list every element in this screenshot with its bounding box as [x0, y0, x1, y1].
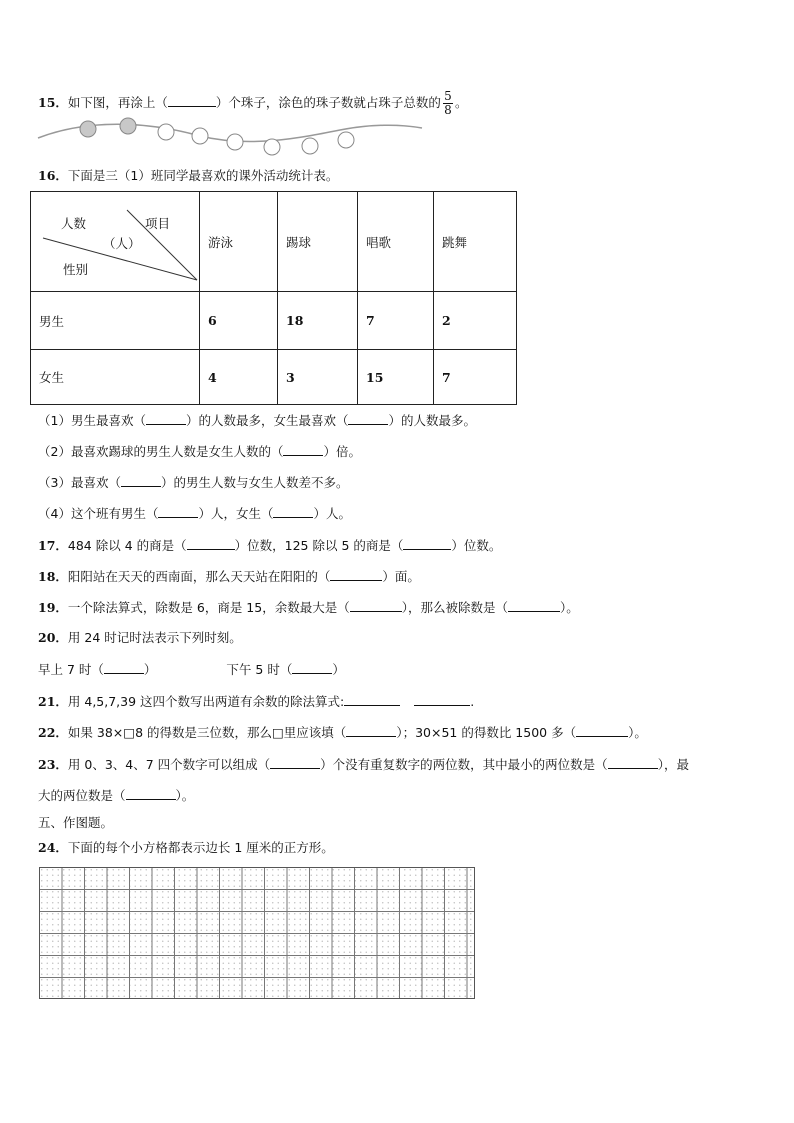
text: （1）男生最喜欢（	[38, 413, 146, 428]
text: ）	[332, 662, 345, 677]
q21	[38, 693, 474, 710]
table-cell: 6	[200, 292, 278, 350]
bead-empty[interactable]	[302, 138, 318, 154]
answer-blank[interactable]	[350, 599, 402, 612]
q22	[38, 724, 647, 741]
bead-empty[interactable]	[158, 124, 174, 140]
bead-empty[interactable]	[192, 128, 208, 144]
q20-times	[38, 661, 345, 678]
answer-blank[interactable]	[414, 693, 470, 706]
answer-blank[interactable]	[576, 724, 628, 737]
q24-number: 24．	[38, 840, 68, 855]
answer-blank[interactable]	[330, 568, 382, 581]
q15-number: 15．	[38, 95, 68, 110]
table-row	[31, 292, 517, 350]
text: ）个没有重复数字的两位数，其中最小的两位数是（	[320, 757, 608, 772]
table-cell: 7	[434, 350, 517, 405]
answer-blank[interactable]	[403, 537, 451, 550]
text: （2）最喜欢踢球的男生人数是女生人数的（	[38, 444, 284, 459]
q19	[38, 599, 579, 616]
text: ）位数，125 除以 5 的商是（	[234, 538, 404, 553]
text: .	[470, 694, 475, 709]
table-cell: 15	[358, 350, 434, 405]
q19-number: 19．	[38, 600, 68, 615]
col-header: 跳舞	[434, 192, 517, 292]
answer-blank[interactable]	[121, 474, 161, 487]
text: ）的男生人数与女生人数差不多。	[160, 475, 349, 490]
text: （3）最喜欢（	[38, 475, 121, 490]
q23-number: 23．	[38, 757, 68, 772]
text: 用 0、3、4、7 四个数字可以组成（	[67, 757, 271, 772]
table-row	[31, 350, 517, 405]
q17	[38, 537, 501, 554]
bead-shaded[interactable]	[80, 121, 96, 137]
q15-fraction	[443, 90, 453, 117]
bead-empty[interactable]	[227, 134, 243, 150]
answer-blank[interactable]	[346, 724, 396, 737]
bead-shaded[interactable]	[120, 118, 136, 134]
q21-number: 21．	[38, 694, 68, 709]
q20	[38, 630, 242, 646]
q16-number: 16．	[38, 168, 68, 183]
table-cell: 2	[434, 292, 517, 350]
text: 484 除以 4 的商是（	[67, 538, 187, 553]
q16-sub3	[38, 474, 348, 491]
text: 下午 5 时（	[226, 662, 293, 677]
text: ）的人数最多。	[388, 413, 476, 428]
q18-number: 18．	[38, 569, 68, 584]
table-cell: 3	[278, 350, 358, 405]
table-cell: 7	[358, 292, 434, 350]
bead-empty[interactable]	[264, 139, 280, 155]
col-header: 游泳	[200, 192, 278, 292]
text: ）。	[559, 600, 579, 615]
text: 用 4,5,7,39 这四个数写出两道有余数的除法算式:	[67, 694, 345, 709]
square-grid[interactable]	[39, 867, 475, 999]
answer-blank[interactable]	[126, 787, 176, 800]
text: ）	[143, 662, 157, 677]
text: ）位数。	[451, 538, 502, 553]
q16-sub1	[38, 412, 476, 429]
diag-gender: 性别	[63, 262, 89, 277]
diag-unit: （人）	[103, 236, 141, 251]
q23-line2	[38, 787, 194, 804]
row-label: 女生	[31, 350, 200, 405]
answer-blank[interactable]	[292, 661, 332, 674]
bead-empty[interactable]	[338, 132, 354, 148]
text: ），最	[657, 757, 689, 772]
text: 早上 7 时（	[38, 662, 104, 677]
diag-item: 项目	[145, 216, 171, 231]
q16-title-text: 下面是三（1）班同学最喜欢的课外活动统计表。	[67, 168, 339, 183]
answer-blank[interactable]	[508, 599, 560, 612]
answer-blank[interactable]	[608, 756, 658, 769]
q20-number: 20．	[38, 630, 68, 645]
text: ）的人数最多，女生最喜欢（	[185, 413, 349, 428]
text: 如果 38×□8 的得数是三位数，那么□里应该填（	[67, 725, 347, 740]
text: 五、作图题。	[38, 815, 114, 830]
q17-number: 17．	[38, 538, 68, 553]
text: 用 24 时记时法表示下列时刻。	[67, 630, 242, 645]
activity-table	[30, 191, 517, 405]
q15-blank[interactable]	[168, 94, 216, 107]
text: ）倍。	[323, 444, 361, 459]
bead-string-figure	[30, 112, 430, 162]
answer-blank[interactable]	[348, 412, 388, 425]
diag-people: 人数	[61, 216, 87, 231]
text: ）人。	[313, 506, 351, 521]
text: 阳阳站在天天的西南面，那么天天站在阳阳的（	[67, 569, 331, 584]
q16-sub4	[38, 505, 351, 522]
section-title	[38, 815, 113, 831]
text: ）。	[175, 788, 195, 803]
q23	[38, 756, 689, 773]
q22-number: 22．	[38, 725, 68, 740]
answer-blank[interactable]	[104, 661, 144, 674]
q15-text-before: 如下图，再涂上（	[67, 95, 168, 110]
text: ）。	[628, 725, 647, 740]
fraction-numerator: 5	[444, 89, 452, 103]
answer-blank[interactable]	[146, 412, 186, 425]
text: 下面的每个小方格都表示边长 1 厘米的正方形。	[67, 840, 334, 855]
text: ），那么被除数是（	[401, 600, 508, 615]
q24	[38, 840, 334, 856]
row-label: 男生	[31, 292, 200, 350]
q18	[38, 568, 420, 585]
text: ）面。	[382, 569, 420, 584]
col-header: 唱歌	[358, 192, 434, 292]
answer-blank[interactable]	[273, 505, 313, 518]
text: 一个除法算式，除数是 6，商是 15，余数最大是（	[67, 600, 350, 615]
text: （4）这个班有男生（	[38, 506, 159, 521]
col-header: 踢球	[278, 192, 358, 292]
text: ）；30×51 的得数比 1500 多（	[396, 725, 577, 740]
table-cell: 4	[200, 350, 278, 405]
text: ）人，女生（	[198, 506, 274, 521]
text: 大的两位数是（	[38, 788, 126, 803]
q16-title	[38, 168, 338, 184]
answer-blank[interactable]	[158, 505, 198, 518]
diagonal-header	[31, 192, 200, 292]
q15-text-after: ）个珠子，涂色的珠子数就占珠子总数的	[215, 95, 441, 110]
answer-blank[interactable]	[283, 443, 323, 456]
table-cell: 18	[278, 292, 358, 350]
q16-sub2	[38, 443, 361, 460]
answer-blank[interactable]	[270, 756, 320, 769]
fraction-denominator: 8	[444, 103, 452, 117]
answer-blank[interactable]	[187, 537, 235, 550]
answer-blank[interactable]	[344, 693, 400, 706]
q15-end: 。	[454, 95, 468, 110]
